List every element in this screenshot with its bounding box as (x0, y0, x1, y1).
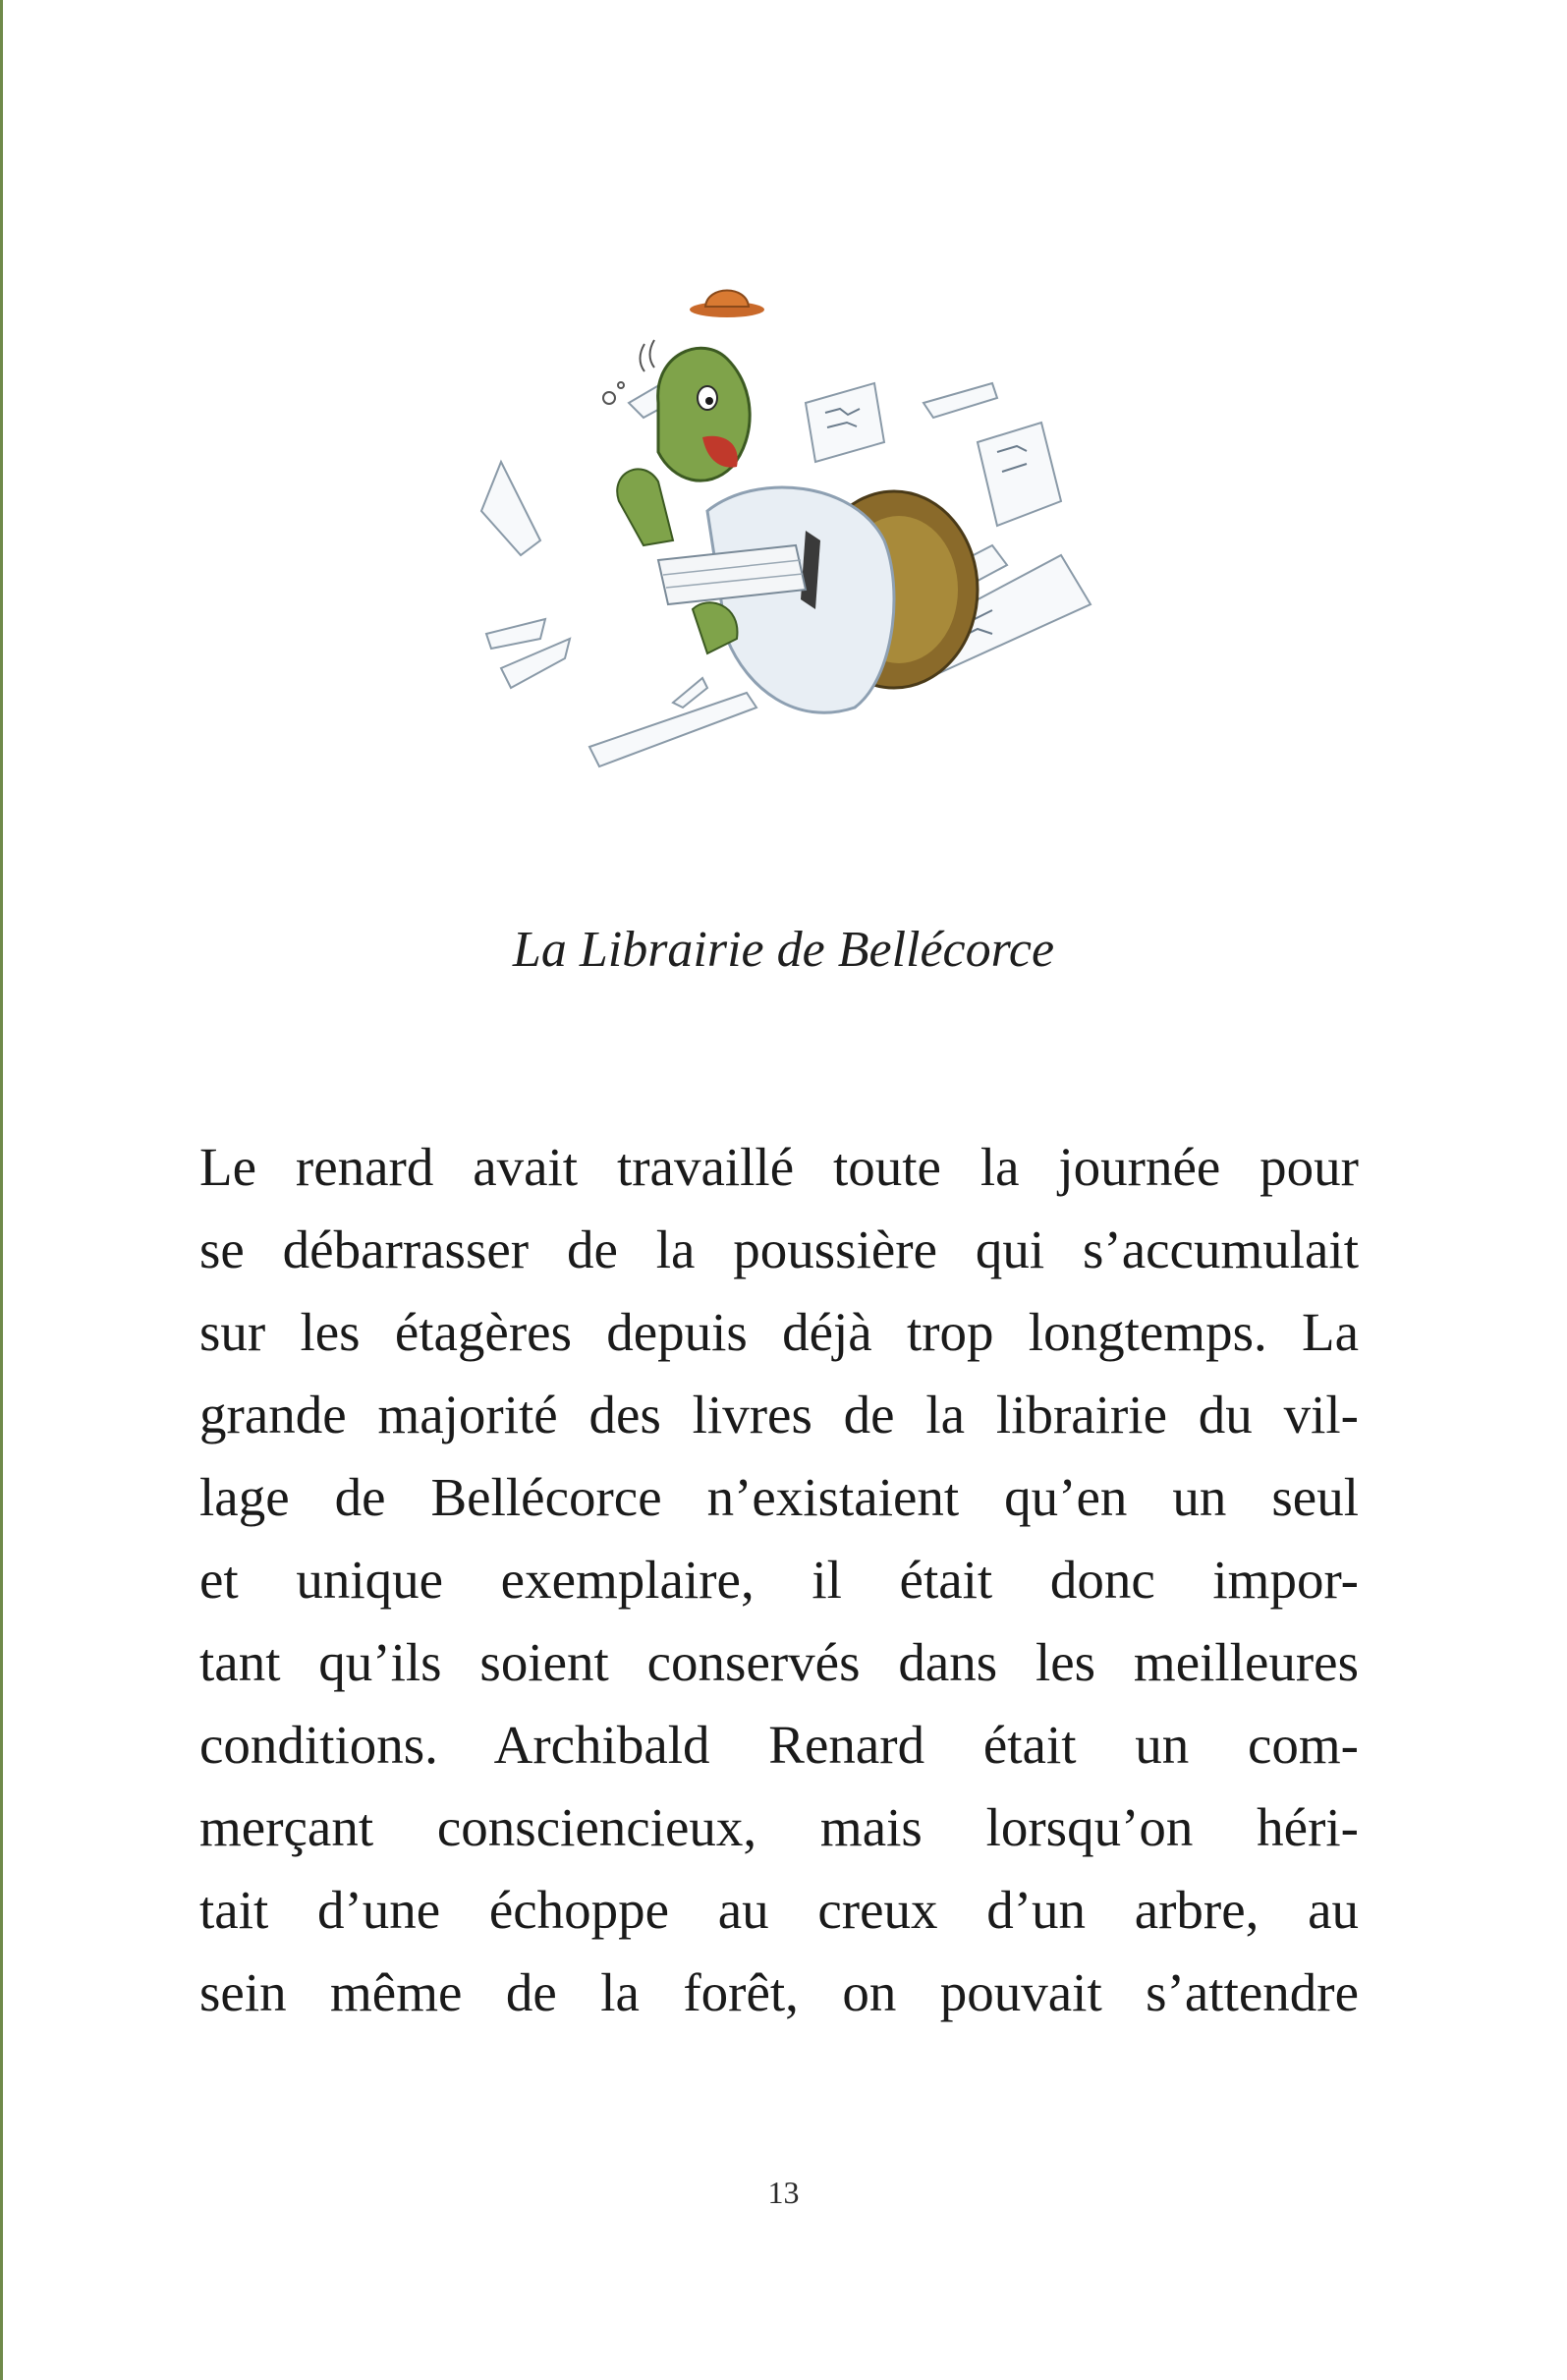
chapter-title: La Librairie de Bellécorce (512, 922, 1055, 978)
paragraph-line: sur les étagères depuis déjà trop longtemps. La (199, 1302, 1359, 1362)
paragraph-line: et unique exemplaire, il était donc impor- (199, 1550, 1359, 1610)
paragraph-line: se débarrasser de la poussière qui s’accumulait (199, 1219, 1359, 1279)
paragraph-line: tant qu’ils soient conservés dans les meilleures (199, 1632, 1359, 1692)
page-number: 13 (767, 2175, 800, 2210)
paragraph-line: lage de Bellécorce n’existaient qu’en un seul (199, 1467, 1359, 1527)
paragraph-line: merçant consciencieux, mais lorsqu’on héri- (199, 1797, 1359, 1857)
page-edge (0, 0, 3, 2380)
paragraph-line: sein même de la forêt, on pouvait s’attendre (199, 1962, 1359, 2022)
paragraph-line: conditions. Archibald Renard était un com- (199, 1715, 1359, 1775)
chapter-paragraph (199, 1126, 1359, 2034)
paragraph-line: tait d’une échoppe au creux d’un arbre, au (199, 1880, 1359, 1940)
turtle-with-papers-illustration (462, 216, 1130, 865)
paragraph-line: grande majorité des livres de la librairie du vil- (199, 1385, 1359, 1445)
paragraph-line: Le renard avait travaillé toute la journée pour (199, 1137, 1359, 1197)
